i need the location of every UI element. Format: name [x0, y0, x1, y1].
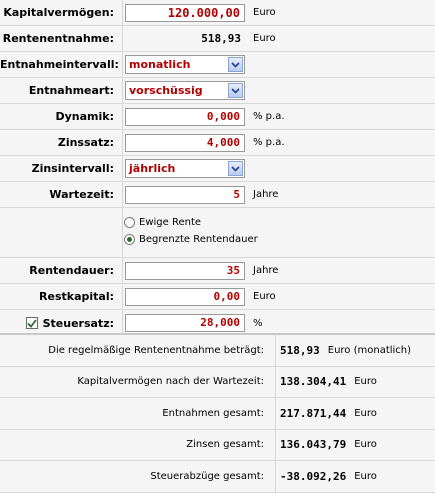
result-row	[0, 461, 435, 493]
result-unit: Euro	[354, 470, 377, 482]
radio-label-begrenzt: Begrenzte Rentendauer	[139, 234, 258, 245]
row-rentendauer	[0, 258, 435, 284]
rentendauer-input[interactable]: 35	[125, 262, 245, 280]
radio-button-begrenzt[interactable]	[124, 234, 135, 245]
label-kapitalvermoegen: Kapitalvermögen:	[3, 6, 114, 19]
restkapital-input[interactable]: 0,00	[125, 288, 245, 306]
zinssatz-input[interactable]: 4,000	[125, 134, 245, 152]
label-zinsintervall: Zinsintervall:	[31, 162, 114, 175]
rentenart-radio-group	[0, 208, 435, 258]
row-zinsintervall	[0, 156, 435, 182]
result-unit: Euro (monatlich)	[327, 344, 412, 356]
row-entnahmeart	[0, 78, 435, 104]
result-row	[0, 430, 435, 462]
result-unit: Euro	[354, 376, 377, 388]
results-panel	[0, 335, 435, 493]
unit-wartezeit: Jahre	[253, 189, 279, 200]
label-rentendauer: Rentendauer:	[29, 264, 114, 277]
row-entnahmeintervall	[0, 52, 435, 78]
result-value: 217.871,44	[280, 406, 347, 420]
wartezeit-input[interactable]: 5	[125, 186, 245, 204]
result-label: Zinsen gesamt:	[186, 439, 264, 451]
chevron-down-icon[interactable]	[228, 83, 243, 98]
result-row	[0, 335, 435, 367]
unit-rentenentnahme: Euro	[253, 33, 276, 44]
radio-ewige-rente[interactable]	[124, 214, 435, 231]
result-unit: Euro	[354, 407, 377, 419]
check-icon	[27, 319, 37, 328]
unit-rentendauer: Jahre	[253, 265, 279, 276]
label-rentenentnahme: Rentenentnahme:	[2, 32, 114, 45]
zinsintervall-selected: jährlich	[129, 162, 176, 175]
entnahmeart-select[interactable]	[125, 81, 245, 100]
rentenentnahme-value: 518,93	[201, 32, 241, 45]
result-label: Entnahmen gesamt:	[162, 407, 264, 419]
entnahmeart-selected: vorschüssig	[129, 84, 203, 97]
result-label: Kapitalvermögen nach der Wartezeit:	[77, 376, 264, 388]
row-rentenentnahme	[0, 26, 435, 52]
radio-label-ewige: Ewige Rente	[139, 217, 202, 228]
kapitalvermoegen-input[interactable]: 120.000,00	[125, 4, 245, 22]
label-wartezeit: Wartezeit:	[49, 188, 114, 201]
row-kapitalvermoegen	[0, 0, 435, 26]
result-value: 136.043,79	[280, 438, 347, 452]
result-value: 138.304,41	[280, 375, 347, 389]
unit-dynamik: % p.a.	[253, 111, 285, 122]
label-restkapital: Restkapital:	[39, 290, 114, 303]
result-row	[0, 398, 435, 430]
label-entnahmeintervall: Entnahmeintervall:	[0, 58, 119, 71]
unit-kapitalvermoegen: Euro	[253, 7, 276, 18]
result-value: 518,93	[280, 343, 320, 357]
row-dynamik	[0, 104, 435, 130]
form-column-divider	[122, 0, 123, 333]
result-value: -38.092,26	[280, 469, 347, 483]
steuersatz-label-group	[0, 317, 120, 330]
row-wartezeit	[0, 182, 435, 208]
entnahmeintervall-selected: monatlich	[129, 58, 191, 71]
result-unit: Euro	[354, 439, 377, 451]
results-column-divider	[275, 335, 276, 493]
result-label: Die regelmäßige Rentenentnahme beträgt:	[48, 344, 264, 356]
radio-button-ewige[interactable]	[124, 217, 135, 228]
result-row	[0, 367, 435, 399]
row-restkapital	[0, 284, 435, 310]
steuersatz-checkbox[interactable]	[26, 317, 38, 329]
zinsintervall-select[interactable]	[125, 159, 245, 178]
row-zinssatz	[0, 130, 435, 156]
chevron-down-icon[interactable]	[228, 57, 243, 72]
label-entnahmeart: Entnahmeart:	[28, 84, 114, 97]
unit-restkapital: Euro	[253, 291, 276, 302]
label-zinssatz: Zinssatz:	[57, 136, 114, 149]
unit-steuersatz: %	[253, 317, 263, 329]
dynamik-input[interactable]: 0,000	[125, 108, 245, 126]
result-label: Steuerabzüge gesamt:	[150, 470, 264, 482]
entnahmeintervall-select[interactable]	[125, 55, 245, 74]
label-steuersatz: Steuersatz:	[42, 316, 114, 330]
radio-begrenzte-rentendauer[interactable]	[124, 231, 435, 248]
chevron-down-icon[interactable]	[228, 161, 243, 176]
unit-zinssatz: % p.a.	[253, 137, 285, 148]
steuersatz-input[interactable]: 28,000	[125, 314, 245, 332]
label-dynamik: Dynamik:	[55, 110, 114, 123]
